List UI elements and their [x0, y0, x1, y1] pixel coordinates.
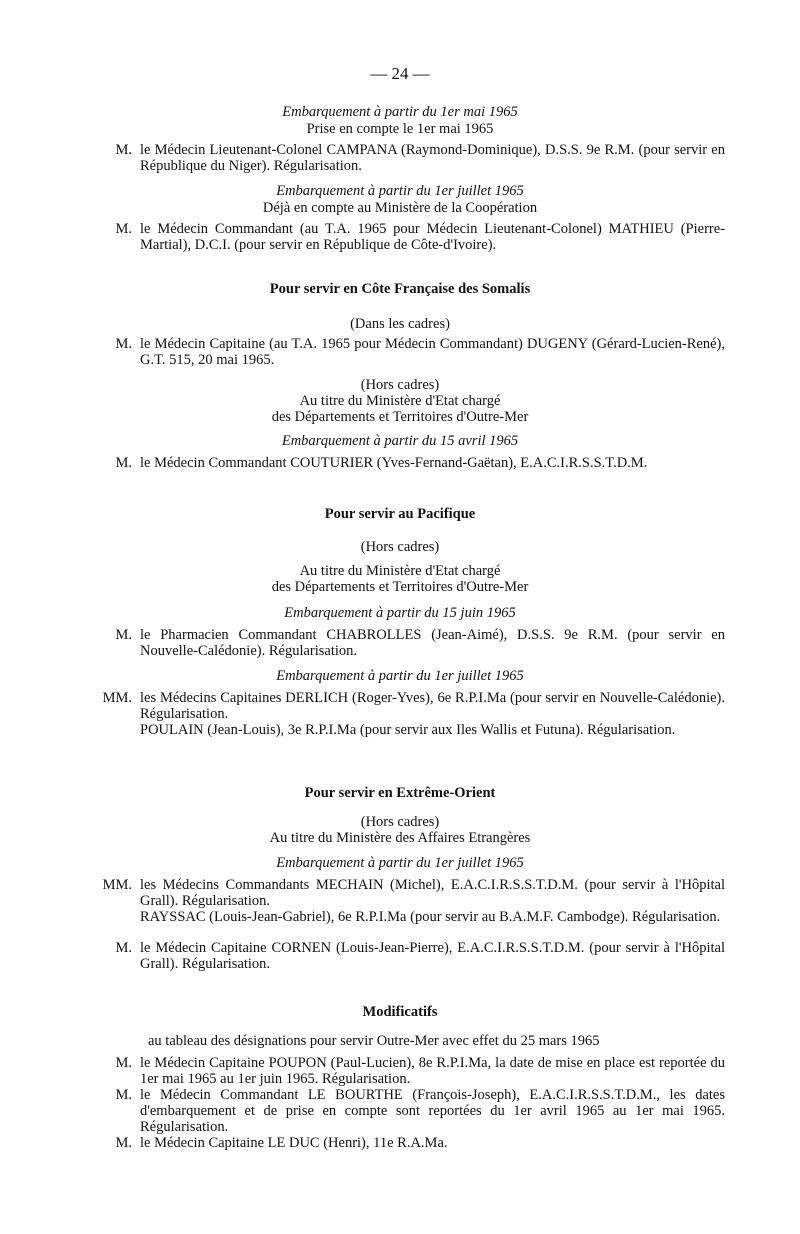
section-heading: Pour servir en Extrême-Orient [304, 785, 496, 801]
list-item [0, 455, 800, 471]
list-item [0, 877, 800, 909]
entry-prefix: M. [115, 627, 132, 643]
embarquement-line: Embarquement à partir du 1er juillet 1965 [276, 855, 524, 871]
entry-prefix: M. [115, 1135, 132, 1151]
entry-text: les Médecins Commandants MECHAIN (Michel), E.A.C.I.R.S.S.T.D.M. (pour servir à l'Hôpital Grall). Régularisation. [140, 877, 725, 909]
entry-text: le Médecin Commandant (au T.A. 1965 pour Médecin Lieutenant-Colonel) MATHIEU (Pierre-Martial), D.C.I. (pour servir en République de Côte-d'Ivoire). [140, 221, 725, 253]
ministry-line: Au titre du Ministère d'Etat chargé [299, 563, 501, 579]
entry-text: les Médecins Capitaines DERLICH (Roger-Yves), 6e R.P.I.Ma (pour servir en Nouvelle-Calédonie). Régularisation. [140, 690, 725, 722]
entry-text: le Médecin Commandant COUTURIER (Yves-Fernand-Gaëtan), E.A.C.I.R.S.S.T.D.M. [140, 455, 648, 471]
ministry-line: Au titre du Ministère des Affaires Etrangères [269, 830, 531, 846]
section-heading: Pour servir en Côte Française des Somalis [269, 281, 531, 297]
entry-text: le Médecin Lieutenant-Colonel CAMPANA (Raymond-Dominique), D.S.S. 9e R.M. (pour servir en République du Niger). Régularisation. [140, 142, 725, 174]
page-number: — 24 — [370, 64, 430, 83]
entry-prefix: MM. [102, 690, 132, 706]
list-item [0, 690, 800, 722]
ministry-line: des Départements et Territoires d'Outre-Mer [271, 409, 529, 425]
list-item [0, 627, 800, 659]
list-item [0, 1055, 800, 1087]
list-item [0, 940, 800, 972]
subheading: (Dans les cadres) [350, 316, 450, 332]
entry-text: POULAIN (Jean-Louis), 3e R.P.I.Ma (pour servir aux Iles Wallis et Futuna). Régularisation. [140, 722, 676, 738]
entry-text: le Médecin Commandant LE BOURTHE (François-Joseph), E.A.C.I.R.S.S.T.D.M., les dates d'embarquement et de prise en compte sont reportées du 1er avril 1965 au 1er mai 1965. Régularisation. [140, 1087, 725, 1135]
subheading: (Hors cadres) [360, 377, 440, 393]
entry-prefix: M. [115, 142, 132, 158]
embarquement-line: Embarquement à partir du 15 avril 1965 [281, 433, 519, 449]
subheading: (Hors cadres) [360, 539, 440, 555]
list-item [0, 722, 800, 738]
entry-text: RAYSSAC (Louis-Jean-Gabriel), 6e R.P.I.Ma (pour servir au B.A.M.F. Cambodge). Régularisation. [140, 909, 721, 925]
section-heading: Modificatifs [362, 1004, 438, 1020]
ministry-line: Au titre du Ministère d'Etat chargé [299, 393, 501, 409]
entry-text: le Médecin Capitaine LE DUC (Henri), 11e R.A.Ma. [140, 1135, 448, 1151]
list-item [0, 909, 800, 925]
prise-en-compte-line: Prise en compte le 1er mai 1965 [306, 121, 494, 137]
embarquement-line: Embarquement à partir du 1er juillet 1965 [276, 668, 524, 684]
list-item [0, 221, 800, 253]
entry-prefix: M. [115, 455, 132, 471]
entry-prefix: M. [115, 336, 132, 352]
subheading: (Hors cadres) [360, 814, 440, 830]
list-item [0, 1135, 800, 1151]
entry-text: le Pharmacien Commandant CHABROLLES (Jean-Aimé), D.S.S. 9e R.M. (pour servir en Nouvelle-Calédonie). Régularisation. [140, 627, 725, 659]
entry-prefix: M. [115, 940, 132, 956]
entry-prefix: M. [115, 221, 132, 237]
embarquement-line: Embarquement à partir du 1er mai 1965 [282, 104, 518, 120]
entry-prefix: M. [115, 1087, 132, 1103]
section-heading: Pour servir au Pacifique [324, 506, 476, 522]
entry-text: le Médecin Capitaine (au T.A. 1965 pour Médecin Commandant) DUGENY (Gérard-Lucien-René), G.T. 515, 20 mai 1965. [140, 336, 725, 368]
embarquement-line: Embarquement à partir du 15 juin 1965 [284, 605, 516, 621]
list-item [0, 1087, 800, 1135]
list-item [0, 142, 800, 174]
ministry-line: des Départements et Territoires d'Outre-Mer [271, 579, 529, 595]
entry-text: le Médecin Capitaine POUPON (Paul-Lucien), 8e R.P.I.Ma, la date de mise en place est reportée du 1er mai 1965 au 1er juin 1965. Régularisation. [140, 1055, 725, 1087]
deja-en-compte-line: Déjà en compte au Ministère de la Coopération [262, 200, 538, 216]
intro-line: au tableau des désignations pour servir Outre-Mer avec effet du 25 mars 1965 [148, 1033, 600, 1049]
entry-prefix: MM. [102, 877, 132, 893]
embarquement-line: Embarquement à partir du 1er juillet 1965 [276, 183, 524, 199]
entry-text: le Médecin Capitaine CORNEN (Louis-Jean-Pierre), E.A.C.I.R.S.S.T.D.M. (pour servir à l'Hôpital Grall). Régularisation. [140, 940, 725, 972]
list-item [0, 336, 800, 368]
entry-prefix: M. [115, 1055, 132, 1071]
